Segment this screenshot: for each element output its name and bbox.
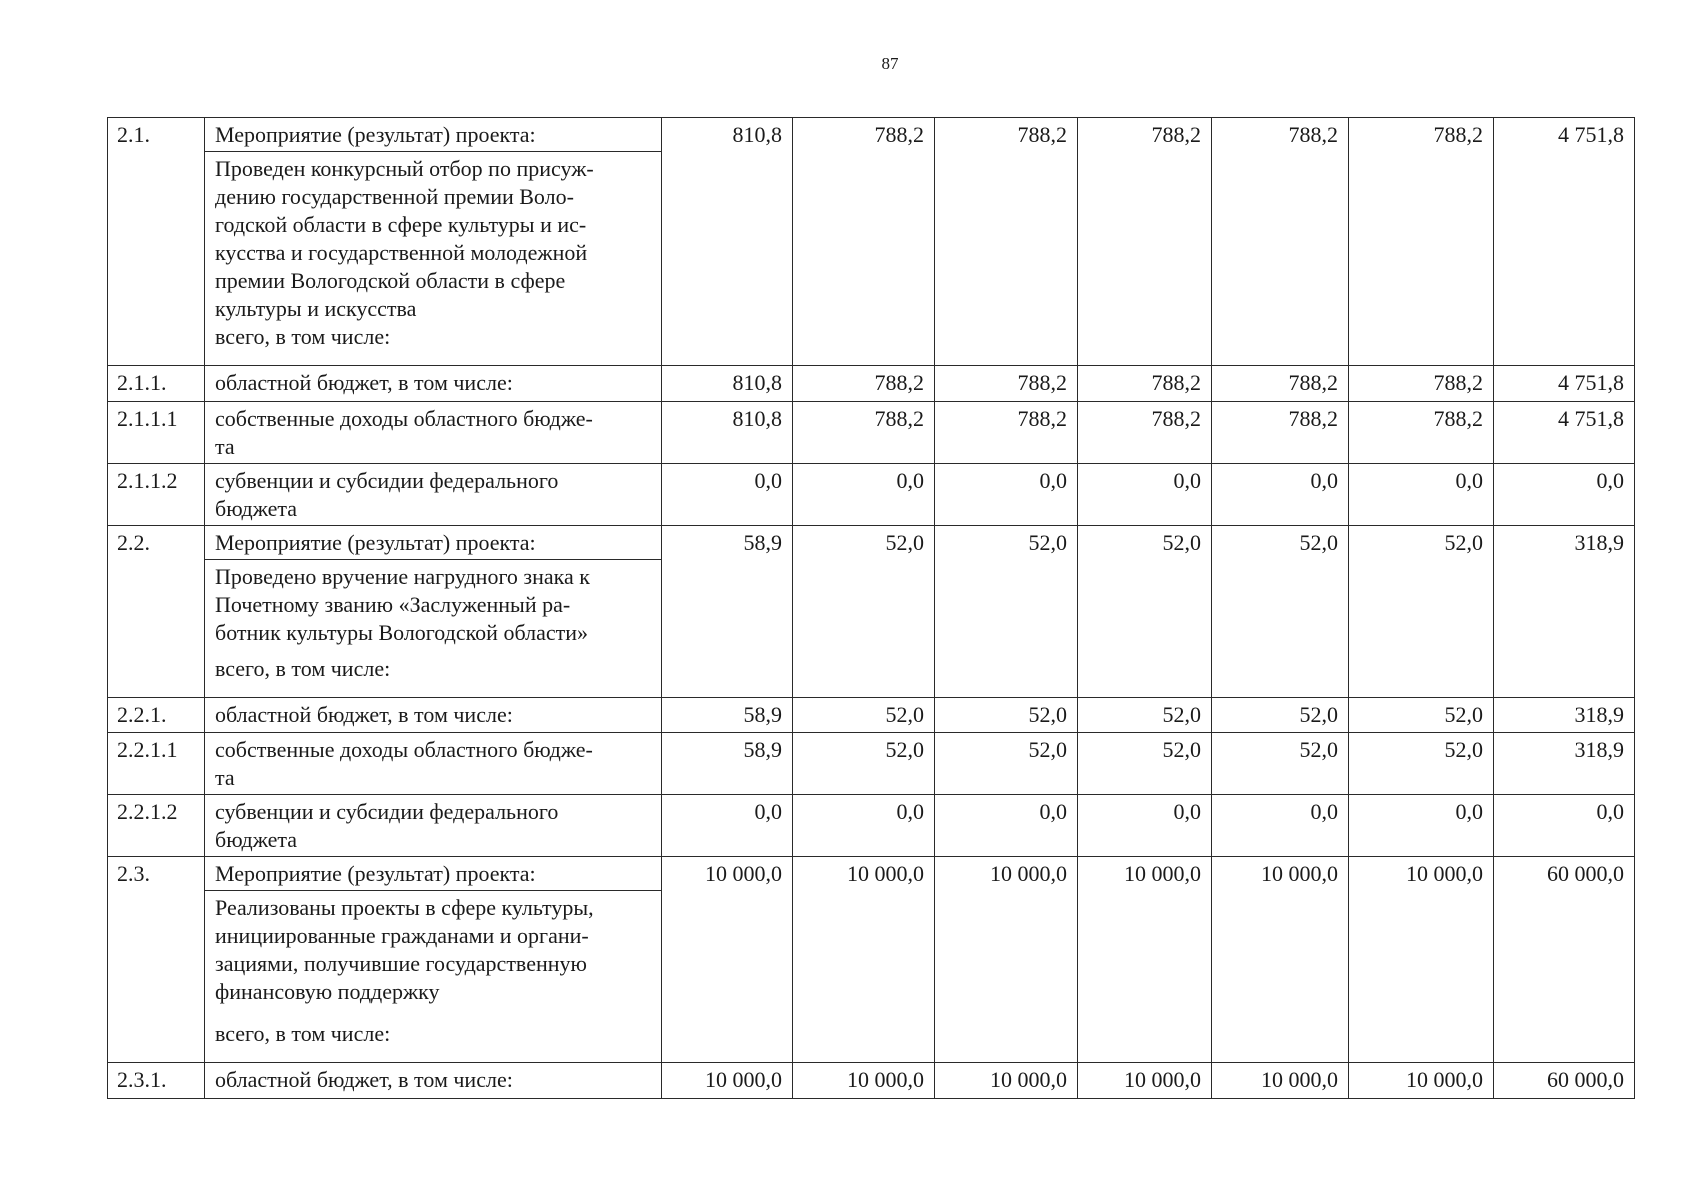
value-cell: 52,0 bbox=[793, 526, 935, 698]
activity-heading: Мероприятие (результат) проекта: bbox=[205, 857, 661, 891]
table-row bbox=[108, 464, 1635, 526]
value-cell: 0,0 bbox=[793, 464, 935, 526]
value-cell: 58,9 bbox=[662, 733, 793, 795]
value-cell: 10 000,0 bbox=[935, 1063, 1078, 1099]
value-cell: 10 000,0 bbox=[1078, 1063, 1212, 1099]
value-cell: 52,0 bbox=[1078, 698, 1212, 733]
value-cell: 788,2 bbox=[793, 118, 935, 366]
value-cell: 788,2 bbox=[793, 402, 935, 464]
row-code: 2.2.1.1 bbox=[108, 733, 205, 795]
row-label: областной бюджет, в том числе: bbox=[205, 1063, 662, 1099]
value-cell: 788,2 bbox=[1349, 118, 1494, 366]
row-code: 2.3. bbox=[108, 857, 205, 1063]
page-number: 87 bbox=[881, 54, 899, 73]
value-cell: 10 000,0 bbox=[793, 857, 935, 1063]
activity-result-text: Проведен конкурсный отбор по присуж- дению государственной премии Воло- годской области в сфере культуры и ис- кусства и государственной молодежной премии Вологодской области в сфере культуры и искусства bbox=[215, 156, 594, 321]
value-cell: 52,0 bbox=[1212, 733, 1349, 795]
table-row bbox=[108, 795, 1635, 857]
row-label: собственные доходы областного бюдже- та bbox=[205, 733, 662, 795]
value-cell: 0,0 bbox=[793, 795, 935, 857]
value-cell: 788,2 bbox=[935, 118, 1078, 366]
activity-description bbox=[205, 857, 662, 1063]
value-cell: 10 000,0 bbox=[935, 857, 1078, 1063]
value-cell: 52,0 bbox=[1212, 526, 1349, 698]
activity-result bbox=[205, 152, 661, 353]
budget-table bbox=[107, 117, 1635, 1099]
table-row bbox=[108, 1063, 1635, 1099]
table-row bbox=[108, 526, 1635, 698]
row-label: субвенции и субсидии федерального бюджета bbox=[205, 464, 662, 526]
value-cell: 52,0 bbox=[1349, 698, 1494, 733]
value-cell: 52,0 bbox=[793, 698, 935, 733]
activity-description bbox=[205, 526, 662, 698]
table-row bbox=[108, 366, 1635, 402]
value-cell: 810,8 bbox=[662, 118, 793, 366]
value-cell: 52,0 bbox=[935, 698, 1078, 733]
value-cell: 788,2 bbox=[1349, 366, 1494, 402]
value-cell-total: 318,9 bbox=[1494, 698, 1635, 733]
row-code: 2.3.1. bbox=[108, 1063, 205, 1099]
row-code: 2.1.1. bbox=[108, 366, 205, 402]
value-cell: 788,2 bbox=[1078, 366, 1212, 402]
total-label: всего, в том числе: bbox=[215, 324, 391, 349]
value-cell: 10 000,0 bbox=[662, 857, 793, 1063]
row-code: 2.1.1.1 bbox=[108, 402, 205, 464]
value-cell: 0,0 bbox=[1078, 464, 1212, 526]
value-cell: 788,2 bbox=[935, 366, 1078, 402]
value-cell: 58,9 bbox=[662, 526, 793, 698]
row-label: собственные доходы областного бюдже- та bbox=[205, 402, 662, 464]
value-cell: 810,8 bbox=[662, 402, 793, 464]
value-cell: 10 000,0 bbox=[1078, 857, 1212, 1063]
table-row bbox=[108, 733, 1635, 795]
value-cell: 52,0 bbox=[935, 733, 1078, 795]
value-cell-total: 318,9 bbox=[1494, 526, 1635, 698]
value-cell-total: 0,0 bbox=[1494, 795, 1635, 857]
value-cell: 788,2 bbox=[1349, 402, 1494, 464]
row-code: 2.2.1. bbox=[108, 698, 205, 733]
value-cell: 0,0 bbox=[1212, 464, 1349, 526]
row-code: 2.1.1.2 bbox=[108, 464, 205, 526]
value-cell: 0,0 bbox=[662, 795, 793, 857]
value-cell-total: 4 751,8 bbox=[1494, 118, 1635, 366]
value-cell: 10 000,0 bbox=[1349, 1063, 1494, 1099]
activity-result bbox=[205, 560, 661, 685]
activity-description bbox=[205, 118, 662, 366]
value-cell: 52,0 bbox=[1078, 526, 1212, 698]
value-cell: 788,2 bbox=[1078, 402, 1212, 464]
value-cell: 0,0 bbox=[1078, 795, 1212, 857]
value-cell: 0,0 bbox=[1212, 795, 1349, 857]
table-row bbox=[108, 118, 1635, 366]
table-body bbox=[108, 118, 1635, 1099]
activity-heading: Мероприятие (результат) проекта: bbox=[205, 526, 661, 560]
value-cell: 52,0 bbox=[793, 733, 935, 795]
value-cell: 52,0 bbox=[935, 526, 1078, 698]
row-code: 2.2.1.2 bbox=[108, 795, 205, 857]
activity-result bbox=[205, 891, 661, 1050]
value-cell: 0,0 bbox=[935, 464, 1078, 526]
value-cell: 0,0 bbox=[1349, 464, 1494, 526]
value-cell-total: 60 000,0 bbox=[1494, 857, 1635, 1063]
value-cell-total: 4 751,8 bbox=[1494, 402, 1635, 464]
total-label: всего, в том числе: bbox=[215, 656, 391, 681]
value-cell: 52,0 bbox=[1349, 526, 1494, 698]
value-cell-total: 4 751,8 bbox=[1494, 366, 1635, 402]
value-cell: 788,2 bbox=[1212, 118, 1349, 366]
value-cell: 10 000,0 bbox=[1212, 857, 1349, 1063]
table-row bbox=[108, 402, 1635, 464]
value-cell: 10 000,0 bbox=[793, 1063, 935, 1099]
value-cell-total: 60 000,0 bbox=[1494, 1063, 1635, 1099]
value-cell: 788,2 bbox=[1212, 366, 1349, 402]
row-code: 2.1. bbox=[108, 118, 205, 366]
value-cell: 810,8 bbox=[662, 366, 793, 402]
row-label: областной бюджет, в том числе: bbox=[205, 366, 662, 402]
table-row bbox=[108, 698, 1635, 733]
value-cell: 788,2 bbox=[935, 402, 1078, 464]
row-label: областной бюджет, в том числе: bbox=[205, 698, 662, 733]
activity-result-text: Реализованы проекты в сфере культуры, инициированные гражданами и органи- зациями, получившие государственную финансовую поддержку bbox=[215, 895, 594, 1004]
value-cell: 52,0 bbox=[1212, 698, 1349, 733]
value-cell: 10 000,0 bbox=[1212, 1063, 1349, 1099]
value-cell: 52,0 bbox=[1349, 733, 1494, 795]
value-cell: 58,9 bbox=[662, 698, 793, 733]
activity-result-text: Проведено вручение нагрудного знака к Почетному званию «Заслуженный ра- ботник культуры Вологодской области» bbox=[215, 564, 590, 645]
value-cell-total: 318,9 bbox=[1494, 733, 1635, 795]
value-cell: 10 000,0 bbox=[1349, 857, 1494, 1063]
value-cell: 788,2 bbox=[793, 366, 935, 402]
value-cell: 10 000,0 bbox=[662, 1063, 793, 1099]
value-cell: 0,0 bbox=[935, 795, 1078, 857]
row-label: субвенции и субсидии федерального бюджета bbox=[205, 795, 662, 857]
value-cell-total: 0,0 bbox=[1494, 464, 1635, 526]
row-code: 2.2. bbox=[108, 526, 205, 698]
table-row bbox=[108, 857, 1635, 1063]
value-cell: 788,2 bbox=[1078, 118, 1212, 366]
total-label: всего, в том числе: bbox=[215, 1021, 391, 1046]
value-cell: 788,2 bbox=[1212, 402, 1349, 464]
activity-heading: Мероприятие (результат) проекта: bbox=[205, 118, 661, 152]
value-cell: 52,0 bbox=[1078, 733, 1212, 795]
value-cell: 0,0 bbox=[1349, 795, 1494, 857]
value-cell: 0,0 bbox=[662, 464, 793, 526]
